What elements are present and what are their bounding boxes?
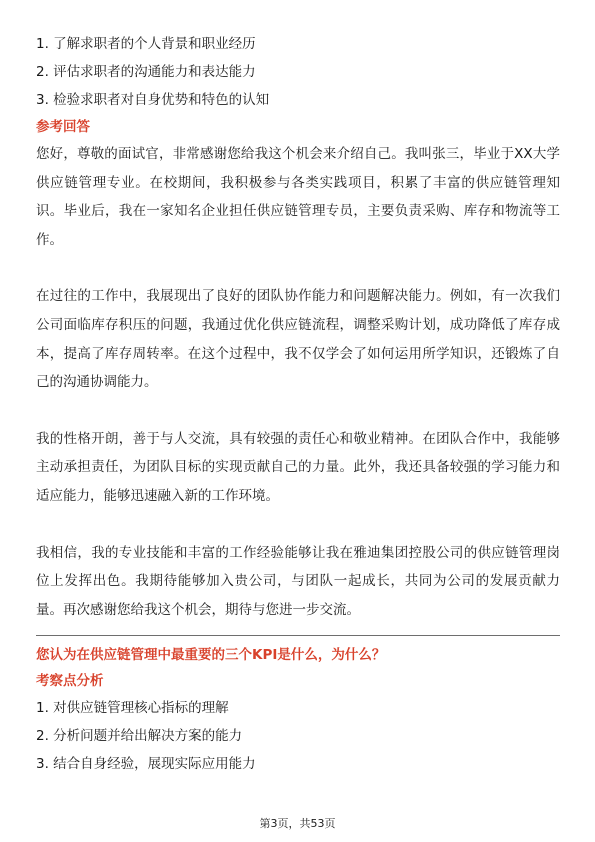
- paragraph-spacer: [36, 397, 560, 425]
- question-title: 您认为在供应链管理中最重要的三个KPI是什么，为什么？: [36, 647, 386, 664]
- analysis-label: 考察点分析: [36, 673, 104, 690]
- list-item: 1. 对供应链管理核心指标的理解: [36, 700, 229, 717]
- paragraph-spacer: [36, 511, 560, 539]
- section-divider: [36, 635, 560, 636]
- list-item: 3. 结合自身经验，展现实际应用能力: [36, 756, 256, 773]
- list-item: 1. 了解求职者的个人背景和职业经历: [36, 36, 256, 52]
- answer-paragraph: 您好，尊敬的面试官，非常感谢您给我这个机会来介绍自己。我叫张三，毕业于XX大学供应链管理专业。在校期间，我积极参与各类实践项目，积累了丰富的供应链管理知识。毕业后，我在一家知名企业担任供应链管理专员，主要负责采购、库存和物流等工作。: [36, 146, 560, 248]
- answer-paragraph: 在过往的工作中，我展现出了良好的团队协作能力和问题解决能力。例如，有一次我们公司面临库存积压的问题，我通过优化供应链流程，调整采购计划，成功降低了库存成本，提高了库存周转率。在这个过程中，我不仅学会了如何运用所学知识，还锻炼了自己的沟通协调能力。: [36, 288, 560, 391]
- list-item: 3. 检验求职者对自身优势和特色的认知: [36, 92, 270, 108]
- reference-answer-body: [36, 140, 560, 624]
- assessment-points-list: [36, 30, 560, 114]
- paragraph-spacer: [36, 254, 560, 282]
- list-item: 2. 分析问题并给出解决方案的能力: [36, 728, 243, 745]
- reference-answer-label: 参考回答: [36, 119, 90, 135]
- answer-paragraph: 我相信，我的专业技能和丰富的工作经验能够让我在雅迪集团控股公司的供应链管理岗位上发挥出色。我期待能够加入贵公司，与团队一起成长，共同为公司的发展贡献力量。再次感谢您给我这个机会，期待与您进一步交流。: [36, 544, 560, 618]
- document-page: [36, 30, 560, 778]
- page-number: 第3页，共53页: [259, 817, 336, 830]
- analysis-points-list: [36, 694, 560, 778]
- answer-paragraph: 我的性格开朗，善于与人交流，具有较强的责任心和敬业精神。在团队合作中，我能够主动承担责任，为团队目标的实现贡献自己的力量。此外，我还具备较强的学习能力和适应能力，能够迅速融入新的工作环境。: [36, 430, 560, 504]
- list-item: 2. 评估求职者的沟通能力和表达能力: [36, 64, 256, 80]
